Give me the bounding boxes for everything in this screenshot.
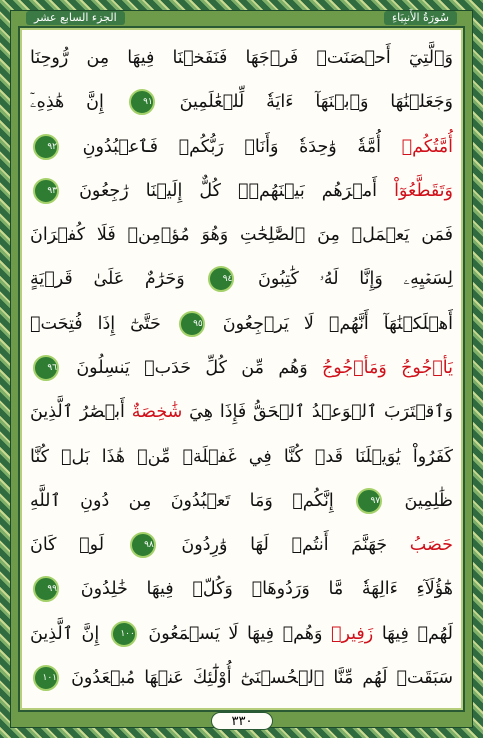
verse-text: أَبۡصَٰرُ ٱلَّذِينَ [30, 402, 125, 423]
verse-text: وَجَعَلۡنَٰهَا وَٱبۡنَهَآ ءَايَةٗ لِّلۡعَٰلَمِينَ [179, 92, 453, 113]
highlighted-word: شَٰخِصَةٌ [131, 402, 183, 423]
verse-text: أُمَّةٗ وَٰحِدَةٗ وَأَنَا۠ رَبُّكُمۡ فَٱعۡبُدُونِ [82, 136, 381, 157]
verse-text: سَبَقَتۡ لَهُم مِّنَّا ٱلۡحُسۡنَىٰٓ أُوْلَٰٓئِكَ عَنۡهَا مُبۡعَدُونَ [71, 667, 453, 688]
verse-text: هَٰٓؤُلَآءِ ءَالِهَةٗ مَّا وَرَدُوهَاۖ وَكُلّٞ فِيهَا خَٰلِدُونَ [80, 579, 453, 600]
text-line [30, 127, 453, 167]
verse-text: كَفَرُواْ يَٰوَيۡلَنَا قَدۡ كُنَّا فِي غَفۡلَةٖ مِّنۡ هَٰذَا بَلۡ كُنَّا [30, 446, 453, 467]
verse-text: وَٱقۡتَرَبَ ٱلۡوَعۡدُ ٱلۡحَقُّ فَإِذَا هِيَ [189, 402, 453, 423]
verse-text: إِنَّ هَٰذِهِۦٓ [30, 92, 104, 113]
verse-text: فَمَن يَعۡمَلۡ مِنَ ٱلصَّٰلِحَٰتِ وَهُوَ مُؤۡمِنٞ فَلَا كُفۡرَانَ [30, 225, 453, 246]
verse-text: جَهَنَّمَ أَنتُمۡ لَهَا وَٰرِدُونَ [181, 535, 388, 556]
highlighted-word: أُمَّتُكُمۡ [401, 136, 453, 157]
highlighted-word: وَتَقَطَّعُوٓاْ [394, 180, 453, 201]
text-line [30, 304, 453, 344]
verse-text: وَحَرَٰمٌ عَلَىٰ قَرۡيَةٍ [30, 269, 185, 290]
text-line [30, 38, 453, 78]
verse-number-marker: ٩٨ [130, 532, 156, 558]
verse-text: حَتَّىٰٓ إِذَا فُتِحَتۡ [30, 313, 161, 334]
highlighted-word: حَصَبُ [409, 535, 453, 556]
juz-label: الجزء السابع عشر [26, 11, 125, 25]
verse-text: وَهُمۡ فِيهَا لَا يَسۡمَعُونَ [148, 623, 323, 644]
verse-number-marker: ٩٣ [33, 178, 59, 204]
text-line [30, 481, 453, 521]
verse-text: أَهۡلَكۡنَٰهَآ أَنَّهُمۡ لَا يَرۡجِعُونَ [222, 313, 453, 334]
text-line [30, 171, 453, 211]
verse-number-marker: ٩٢ [33, 134, 59, 160]
verse-number-marker: ٩٤ [208, 266, 234, 292]
text-line [30, 259, 453, 299]
verse-number-marker: ٩٦ [33, 355, 59, 381]
verse-text: ظَٰلِمِينَ [404, 490, 453, 511]
quran-text [30, 38, 453, 698]
verse-text: إِنَّ ٱلَّذِينَ [30, 623, 100, 644]
verse-text: وَهُم مِّن كُلِّ حَدَبٖ يَنسِلُونَ [76, 357, 308, 378]
verse-number-marker: ٩١ [129, 89, 155, 115]
verse-text: لِسَعۡيِهِۦ وَإِنَّا لَهُۥ كَٰتِبُونَ [258, 269, 453, 290]
highlighted-word: يَأۡجُوجُ وَمَأۡجُوجُ [321, 357, 453, 378]
page-number-badge [211, 712, 273, 730]
verse-number-marker: ١٠٠ [111, 621, 137, 647]
surah-label: سُورَةُ الأَنبِيَاءِ [384, 11, 457, 25]
text-line [30, 569, 453, 609]
text-line [30, 614, 453, 654]
verse-number-marker: ٩٧ [356, 488, 382, 514]
highlighted-word: زَفِيرٞ [330, 623, 374, 644]
text-line [30, 392, 453, 432]
verse-number-marker: ٩٩ [33, 576, 59, 602]
verse-text: أَمۡرَهُم بَيۡنَهُمۡۖ كُلٌّ إِلَيۡنَا رَٰجِعُونَ [79, 180, 378, 201]
verse-text: وَٱلَّتِيٓ أَحۡصَنَتۡ فَرۡجَهَا فَنَفَخۡنَا فِيهَا مِن رُّوحِنَا [30, 48, 453, 68]
text-line [30, 348, 453, 388]
text-line [30, 82, 453, 122]
page-number: ٣٣٠ [231, 713, 253, 729]
verse-number-marker: ١٠١ [33, 665, 59, 691]
text-line [30, 525, 453, 565]
verse-text: إِنَّكُمۡ وَمَا تَعۡبُدُونَ مِن دُونِ ٱللَّهِ [30, 490, 334, 511]
page-header [18, 10, 465, 26]
verse-text: لَهُمۡ فِيهَا [381, 623, 453, 644]
text-line [30, 215, 453, 255]
text-line [30, 658, 453, 698]
verse-text: لَوۡ كَانَ [30, 535, 105, 556]
text-line [30, 437, 453, 477]
verse-number-marker: ٩٥ [179, 311, 205, 337]
